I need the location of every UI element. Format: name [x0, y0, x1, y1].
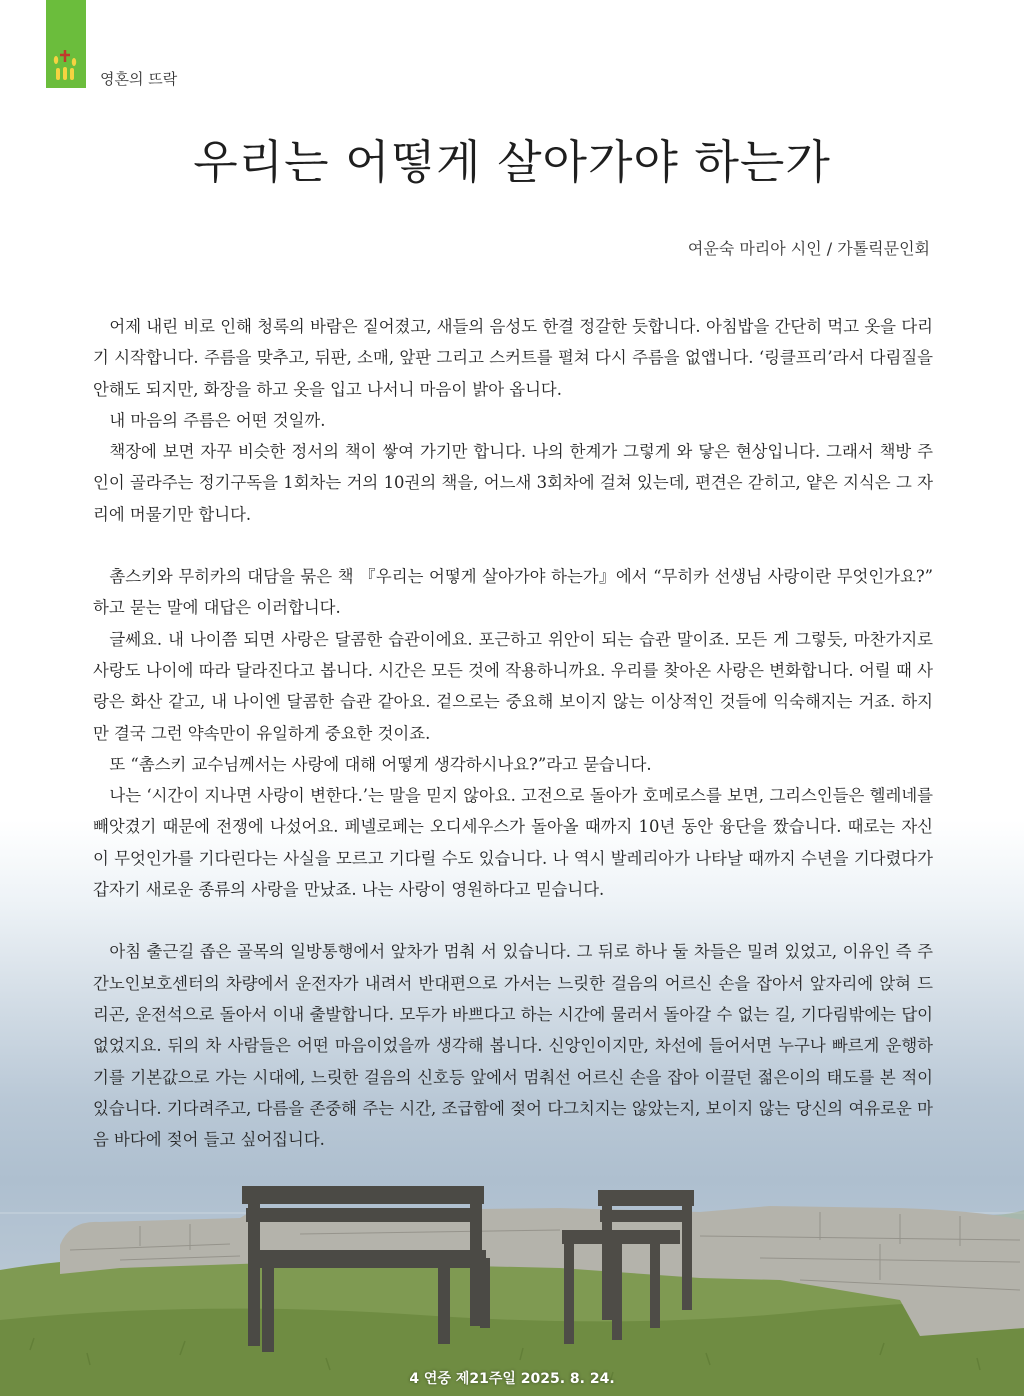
section-label: 영혼의 뜨락 [100, 70, 178, 88]
paragraph-spacer [93, 530, 933, 561]
candles-cross-icon [50, 48, 82, 84]
article-title: 우리는 어떻게 살아가야 하는가 [193, 135, 831, 189]
paragraph: 어제 내린 비로 인해 청록의 바람은 짙어졌고, 새들의 음성도 한결 정갈한 듯합니다. 아침밥을 간단히 먹고 옷을 다리기 시작합니다. 주름을 맞추고, 뒤판, 소매, 앞판 그리고 스커트를 펼쳐 다시 주름을 없앱니다. ‘링클프리’라서 다림질을 안해도 되지만, 화장을 하고 옷을 입고 나서니 마음이 밝아 옵니다. [93, 317, 933, 399]
paragraph: 또 “촘스키 교수님께서는 사랑에 대해 어떻게 생각하시나요?”라고 묻습니다. [109, 754, 652, 774]
article-author: 여운숙 마리아 시인 / 가톨릭문인회 [687, 239, 930, 258]
paragraph: 내 마음의 주름은 어떤 것일까. [109, 410, 326, 430]
paragraph: 아침 출근길 좁은 골목의 일방통행에서 앞차가 멈춰 서 있습니다. 그 뒤로 하나 둘 차들은 밀려 있었고, 이유인 즉 주간노인보호센터의 차량에서 운전자가 내려서 반대편으로 가서는 느릿한 걸음의 어르신 손을 잡아서 앞자리에 앉혀 드리곤, 운전석으로 돌아서 이내 출발합니다. 모두가 바쁘다고 하는 시간에 물러서 돌아갈 수 없는 길, 기다림밖에는 답이 없었지요. 뒤의 차 사람들은 어떤 마음이었을까 생각해 봅니다. 신앙인이지만, 차선에 들어서면 누구나 빠르게 운행하기를 기본값으로 가는 시대에, 느릿한 걸음의 신호등 앞에서 멈춰선 어르신 손을 잡아 이끌던 젊은이의 태도를 본 적이 있습니다. 기다려주고, 다름을 존중해 주는 시간, 조급함에 젖어 다그치지는 않았는지, 보이지 않는 당신의 여유로운 마음 바다에 젖어 들고 싶어집니다. [93, 942, 933, 1150]
paragraph: 나는 ‘시간이 지나면 사랑이 변한다.’는 말을 믿지 않아요. 고전으로 돌아가 호메로스를 보면, 그리스인들은 헬레네를 빼앗겼기 때문에 전쟁에 나섰어요. 페넬로페는 오디세우스가 돌아올 때까지 10년 동안 융단을 짰습니다. 때로는 자신이 무엇인가를 기다린다는 사실을 모르고 기다릴 수도 있습니다. 나 역시 발레리아가 나타날 때까지 수년을 기다렸다가 갑자기 새로운 종류의 사랑을 만났죠. 나는 사랑이 영원하다고 믿습니다. [93, 786, 933, 900]
section-brand-bar [46, 0, 86, 88]
paragraph: 글쎄요. 내 나이쯤 되면 사랑은 달콤한 습관이에요. 포근하고 위안이 되는 습관 말이죠. 모든 게 그렇듯, 마찬가지로 사랑도 나이에 따라 달라진다고 봅니다. 시간은 모든 것에 작용하니까요. 우리를 찾아온 사랑은 변화합니다. 어릴 때 사랑은 화산 같고, 내 나이엔 달콤한 습관 같아요. 겉으로는 중요해 보이지 않는 이상적인 것들에 익숙해지는 거죠. 하지만 결국 그런 약속만이 유일하게 중요한 것이죠. [93, 629, 933, 743]
paragraph: 책장에 보면 자꾸 비슷한 정서의 책이 쌓여 가기만 합니다. 나의 한계가 그렇게 와 닿은 현상입니다. 그래서 책방 주인이 골라주는 정기구독을 1회차는 거의 10권의 책을, 어느새 3회차에 걸쳐 있는데, 편견은 갇히고, 얕은 지식은 그 자리에 머물기만 합니다. [93, 442, 933, 524]
article-body [93, 311, 933, 1155]
page-footer: 4 연중 제21주일 2025. 8. 24. [409, 1371, 615, 1387]
paragraph-spacer [93, 905, 933, 936]
benches-scene-image [0, 1150, 1024, 1396]
paragraph: 촘스키와 무히카의 대담을 묶은 책 『우리는 어떻게 살아가야 하는가』에서 “무히카 선생님 사랑이란 무엇인가요?” 하고 묻는 말에 대답은 이러합니다. [93, 567, 933, 618]
